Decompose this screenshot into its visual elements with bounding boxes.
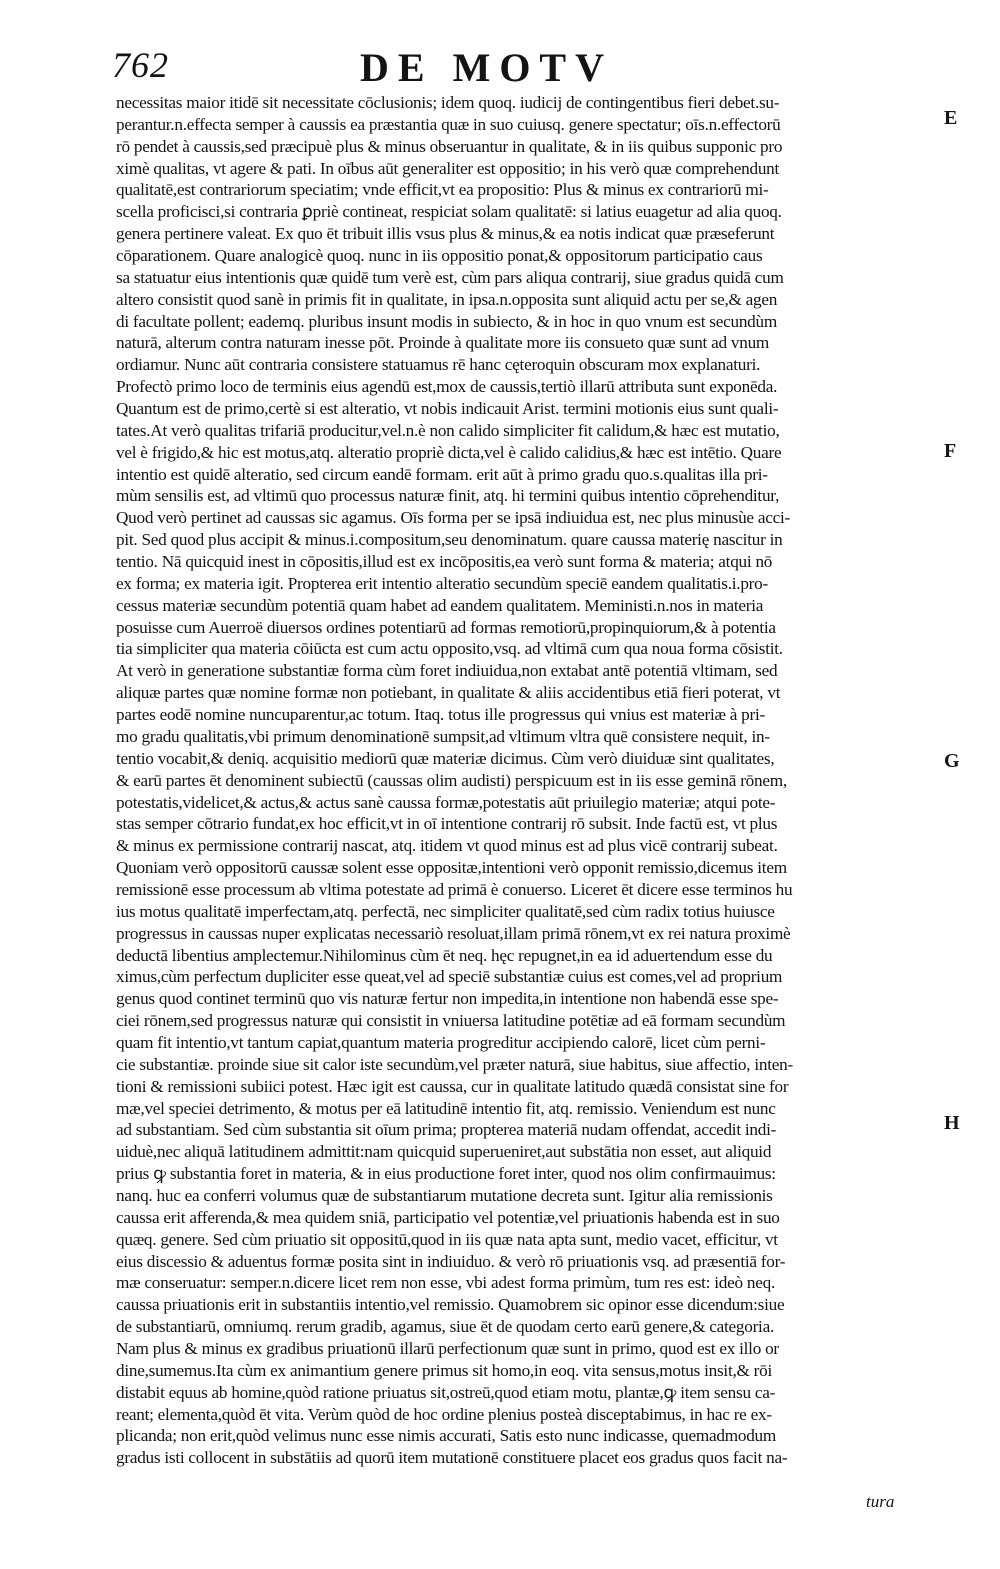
text-line: ad substantiam. Sed cùm substantia sit oīum prima; propterea materiā nudam offendat, accedit indi-: [116, 1120, 777, 1140]
text-line: ex forma; ex materia igit. Propterea erit intentio alteratio secundùm speciē eandem qualitatis.i.pro-: [116, 573, 768, 593]
page-number: 762: [112, 45, 169, 85]
text-line: caussa erit afferenda,& mea quidem sniā, participatio vel potentiæ,vel priuationis habenda est in suo: [116, 1207, 780, 1227]
text-line: mæ,vel speciei detrimento, & motus per eā latitudinē intentio fit, atq. remissio. Veniendum est nunc: [116, 1098, 776, 1118]
text-line: Profectò primo loco de terminis eius agendū est,mox de caussis,tertiò illarū attributa sunt exponēda.: [116, 377, 778, 397]
text-line: quæq. genere. Sed cùm priuatio sit oppositū,quod in iis quæ nata apta sunt, medio vacet, efficitur, vt: [116, 1229, 778, 1249]
body-text: [116, 92, 940, 1469]
text-line: pit. Sed quod plus accipit & minus.i.compositum,seu denominatum. quare caussa materię nascitur in: [116, 530, 783, 550]
margin-letter-h: H: [944, 1112, 960, 1134]
text-line: ordiamur. Nunc aūt contraria consistere statuamus rē hanc cęteroquin obscuram mox explanaturi.: [116, 355, 761, 375]
text-line: gradus isti collocent in substātiis ad quorū item mutationē constituere placet eos gradus quos facit na-: [116, 1448, 788, 1468]
text-line: tates.At verò qualitas trifariā producitur,vel.n.è non calido simpliciter fit calidum,& hæc est mutatio,: [116, 420, 780, 440]
text-line: perantur.n.effecta semper à caussis ea præstantia quæ in suo cuiusq. genere spectatur; oīs.n.effectorū: [116, 114, 781, 134]
text-line: At verò in generatione substantiæ forma cùm foret indiuidua,non extabat antē potentiā vltimam, sed: [116, 661, 778, 681]
text-line: ius motus qualitatē imperfectam,atq. perfectā, nec simpliciter qualitatē,sed cùm radix totius huiusce: [116, 901, 775, 921]
text-line: cessus materiæ secundùm potentiā quam habet ad eandem qualitatem. Meministi.n.nos in materia: [116, 595, 764, 615]
text-line: progressus in caussas nuper explicatas necessariò resoluat,illam primā rōnem,vt ex rei natura proximè: [116, 923, 791, 943]
text-line: reant; elementa,quòd ēt vita. Verùm quòd de hoc ordine plenius posteà disceptabimus, in hac re ex-: [116, 1404, 772, 1424]
text-line: ximus,cùm perfectum dupliciter esse queat,vel ad speciē substantiæ cuius est comes,vel ad proprium: [116, 967, 783, 987]
text-line: partes eodē nomine nuncuparentur,ac totum. Itaq. totus ille progressus qui vnius est materiæ à pri-: [116, 705, 766, 725]
text-line: nanq. huc ea conferri volumus quæ de substantiarum mutatione decreta sunt. Igitur alia remissionis: [116, 1185, 773, 1205]
text-line: di facultate pollent; eademq. pluribus insunt modis in subiecto, & in hoc in quo vnum est secundùm: [116, 311, 777, 331]
text-line: remissionē esse processum ab vltima potestate ad primā è conuerso. Liceret ēt dicere esse terminos hu: [116, 879, 793, 899]
text-line: prius ꝙ substantia foret in materia, & in eius productione foret inter, quod nos olim confirmauimus:: [116, 1164, 776, 1184]
text-line: stas semper cōtrario fundat,ex hoc efficit,vt in oī intentione contrarij rō subsit. Inde factū est, vt plus: [116, 814, 778, 834]
text-line: plicanda; non erit,quòd velimus nunc esse nimis accurati, Satis esto nunc indicasse, quemadmodum: [116, 1426, 777, 1446]
text-line: genus quod continet terminū quo vis naturæ fertur non impedita,in intentione non habendā esse spe-: [116, 989, 779, 1009]
text-line: mo gradu qualitatis,vbi primum denominationē sumpsit,ad vltimum vltra quē consistere nequit, in-: [116, 726, 770, 746]
text-line: tia simpliciter qua materia cōiūcta est cum actu opposito,vsq. ad vltimā cum qua noua forma cōsistit.: [116, 639, 783, 659]
text-line: aliquæ partes quæ nomine formæ non potiebant, in qualitate & aliis accidentibus etiā fieri poterat, vt: [116, 683, 781, 703]
catchword: tura: [866, 1492, 895, 1511]
text-line: tentio vocabit,& deniq. acquisitio mediorū quæ materiæ dicimus. Cùm verò diuiduæ sint qualitates,: [116, 748, 775, 768]
text-line: sa statuatur eius intentionis quæ quidē tum verè est, cùm pars aliqua contrarij, siue gradus quidā cum: [116, 267, 784, 287]
text-line: necessitas maior itidē sit necessitate cōclusionis; idem quoq. iudicij de contingentibus fieri debet.su-: [116, 93, 780, 112]
text-line: mùm sensilis est, ad vltimū quo processus naturæ finit, atq. hi termini quibus intentio cōprehenditur,: [116, 486, 780, 506]
text-line: tioni & remissioni subiici potest. Hæc igit est caussa, cur in qualitate latitudo quædā consistat sine for: [116, 1076, 789, 1096]
text-line: quam fit intentio,vt tantum capiat,quantum materia progreditur accipiendo calorē, licet cùm perni-: [116, 1032, 766, 1052]
text-line: scella proficisci,si contraria ꝑpriè contineat, respiciat solam qualitatē: si latius euagetur ad alia quoq.: [116, 202, 782, 222]
text-line: cie substantiæ. proinde siue sit calor iste secundùm,vel præter naturā, siue habitus, siue affectio, inten-: [116, 1054, 793, 1074]
text-line: distabit equus ab homine,quòd ratione priuatus sit,ostreū,quod etiam motu, plantæ,ꝙ item sensu ca-: [116, 1382, 776, 1402]
text-line: mæ conseruatur: semper.n.dicere licet rem non esse, vbi adest forma primùm, tum res est: ideò neq.: [116, 1273, 775, 1293]
text-line: Quoniam verò oppositorū caussæ solent esse oppositæ,intentioni verò opponit remissio,dicemus item: [116, 858, 787, 878]
text-line: potestatis,videlicet,& actus,& actus sanè caussa formæ,potestatis aūt priuilegio materiæ; atqui pote-: [116, 792, 776, 812]
text-line: vel è frigido,& hic est motus,atq. alteratio propriè dicta,vel è calido calidius,& hæc est intētio. Quare: [116, 442, 782, 462]
text-line: & earū partes ēt denominent subiectū (caussas olim audisti) perspicuum est in iis esse geminā rōnem,: [116, 770, 787, 790]
text-line: rō pendet à caussis,sed præcipuè plus & minus obseruantur in qualitate, & in iis quibus supponic pro: [116, 136, 783, 156]
text-line: tentio. Nā quicquid inest in cōpositis,illud est ex incōpositis,ea verò sunt forma & materia; atqui nō: [116, 552, 773, 572]
text-line: qualitatē,est contrariorum speciatim; vnde efficit,vt ea propositio: Plus & minus ex contrariorū mi-: [116, 180, 769, 200]
text-line: Quantum est de primo,certè si est alteratio, vt nobis indicauit Arist. termini motionis eius sunt quali-: [116, 399, 779, 419]
text-line: genera pertinere valeat. Ex quo ēt tribuit illis vsus plus & minus,& ea notis indicat quæ præseferunt: [116, 224, 775, 244]
text-line: uiduè,nec aliquā latitudinem admittit:nam quicquid superueniret,aut substātia non esset, aut aliquid: [116, 1142, 772, 1162]
text-line: naturā, alterum contra naturam inesse pōt. Proinde à qualitate more iis consueto quæ sunt ad vnum: [116, 333, 770, 353]
text-line: cōparationem. Quare analogicè quoq. nunc in iis oppositio ponat,& oppositorum participatio caus: [116, 246, 763, 266]
text-line: ximè qualitas, vt agere & pati. In oībus aūt generaliter est oppositio; in his verò quæ comprehendunt: [116, 158, 780, 178]
text-line: Quod verò pertinet ad caussas sic agamus. Oīs forma per se ipsā indiuidua est, nec plus minusùe acci-: [116, 508, 790, 528]
text-line: deductā libentius amplectemur.Nihilominus cùm ēt neq. hęc repugnet,in ea id aduertendum esse du: [116, 945, 773, 965]
margin-letter-e: E: [944, 107, 958, 129]
text-line: & minus ex permissione contrarij nascat, atq. itidem vt quod minus est ad plus vicē contrarij subeat.: [116, 836, 778, 856]
text-line: Nam plus & minus ex gradibus priuationū illarū perfectionum quæ sunt in primo, quod est ex illo or: [116, 1338, 779, 1358]
text-line: de substantiarū, omniumq. rerum gradib, agamus, siue ēt de quodam certo earū genere,& categoria.: [116, 1317, 775, 1337]
text-line: intentio est quidē alteratio, sed circum eandē formam. erit aūt à primo gradu quo.s.qualitas illa pri-: [116, 464, 768, 484]
text-line: dine,sumemus.Ita cùm ex animantium genere primus sit homo,in eoq. vita sensus,motus insit,& rōi: [116, 1360, 773, 1380]
text-line: eius discessio & aduentus formæ posita sint in indiuiduo. & verò rō priuationis vsq. ad præsentiā for-: [116, 1251, 786, 1271]
text-line: ciei rōnem,sed progressus naturæ qui consistit in vniuersa latitudine potētiæ ad eā formam secundùm: [116, 1011, 786, 1031]
margin-letter-f: F: [944, 440, 957, 462]
margin-letter-g: G: [944, 750, 960, 772]
text-line: caussa priuationis erit in substantiis intentio,vel remissio. Quamobrem sic opinor esse dicendum:siue: [116, 1295, 785, 1315]
text-line: altero consistit quod sanè in primis fit in qualitate, in ipsa.n.opposita sunt aliquid actu per se,& agen: [116, 289, 778, 309]
running-head: DE MOTV: [360, 45, 613, 90]
text-line: posuisse cum Auerroë diuersos ordines potentiarū ad formas remotiorū,propinquiorum,& à potentia: [116, 617, 776, 637]
